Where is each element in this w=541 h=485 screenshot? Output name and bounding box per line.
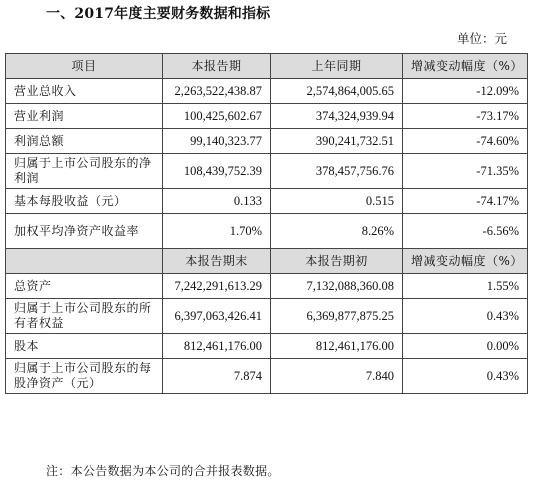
- change-value: 1.55%: [403, 274, 528, 299]
- footnote: 注：本公告数据为本公司的合并报表数据。: [46, 464, 280, 478]
- table-row: [6, 154, 528, 189]
- table-row: [6, 214, 528, 249]
- unit-label: 单位：元: [456, 31, 507, 46]
- table-row: [6, 104, 528, 129]
- change-value: -74.17%: [403, 189, 528, 214]
- table-subheader-row: [6, 249, 528, 274]
- period-end-value: 6,397,063,426.41: [163, 299, 271, 334]
- row-label: 总资产: [6, 274, 163, 299]
- table-row: [6, 359, 528, 394]
- change-value: -71.35%: [403, 154, 528, 189]
- row-label: 营业总收入: [6, 79, 163, 104]
- current-value: 99,140,323.77: [163, 129, 271, 154]
- current-value: 1.70%: [163, 214, 271, 249]
- header-item: 项目: [6, 54, 163, 79]
- prior-value: 378,457,756.76: [271, 154, 403, 189]
- period-start-value: 812,461,176.00: [271, 334, 403, 359]
- header-period-end: 本报告期末: [163, 249, 271, 274]
- row-label: 股本: [6, 334, 163, 359]
- change-value: 0.43%: [403, 299, 528, 334]
- table-row: [6, 79, 528, 104]
- row-label: 归属于上市公司股东的净利润: [6, 154, 163, 189]
- table-row: [6, 274, 528, 299]
- header-blank: [6, 249, 163, 274]
- section-heading: 一、2017年度主要财务数据和指标: [46, 6, 271, 22]
- row-label: 利润总额: [6, 129, 163, 154]
- header-period-start: 本报告期初: [271, 249, 403, 274]
- change-value: -73.17%: [403, 104, 528, 129]
- table-row: [6, 129, 528, 154]
- period-end-value: 7,242,291,613.29: [163, 274, 271, 299]
- period-start-value: 7.840: [271, 359, 403, 394]
- period-end-value: 7.874: [163, 359, 271, 394]
- row-label: 加权平均净资产收益率: [6, 214, 163, 249]
- change-value: 0.00%: [403, 334, 528, 359]
- period-start-value: 7,132,088,360.08: [271, 274, 403, 299]
- change-value: -74.60%: [403, 129, 528, 154]
- row-label: 基本每股收益（元）: [6, 189, 163, 214]
- row-label: 归属于上市公司股东的每股净资产（元）: [6, 359, 163, 394]
- current-value: 100,425,602.67: [163, 104, 271, 129]
- change-value: -6.56%: [403, 214, 528, 249]
- prior-value: 374,324,939.94: [271, 104, 403, 129]
- table-row: [6, 189, 528, 214]
- row-label: 归属于上市公司股东的所有者权益: [6, 299, 163, 334]
- period-end-value: 812,461,176.00: [163, 334, 271, 359]
- period-start-value: 6,369,877,875.25: [271, 299, 403, 334]
- prior-value: 8.26%: [271, 214, 403, 249]
- current-value: 2,263,522,438.87: [163, 79, 271, 104]
- header-current-period: 本报告期: [163, 54, 271, 79]
- prior-value: 2,574,864,005.65: [271, 79, 403, 104]
- table-header-row: [6, 54, 528, 79]
- header-change-rate: 增减变动幅度（%）: [403, 249, 528, 274]
- row-label: 营业利润: [6, 104, 163, 129]
- financial-table: [5, 53, 528, 394]
- change-value: -12.09%: [403, 79, 528, 104]
- table-row: [6, 299, 528, 334]
- header-change-rate: 增减变动幅度（%）: [403, 54, 528, 79]
- header-prior-period: 上年同期: [271, 54, 403, 79]
- current-value: 0.133: [163, 189, 271, 214]
- change-value: 0.43%: [403, 359, 528, 394]
- prior-value: 0.515: [271, 189, 403, 214]
- table-row: [6, 334, 528, 359]
- current-value: 108,439,752.39: [163, 154, 271, 189]
- prior-value: 390,241,732.51: [271, 129, 403, 154]
